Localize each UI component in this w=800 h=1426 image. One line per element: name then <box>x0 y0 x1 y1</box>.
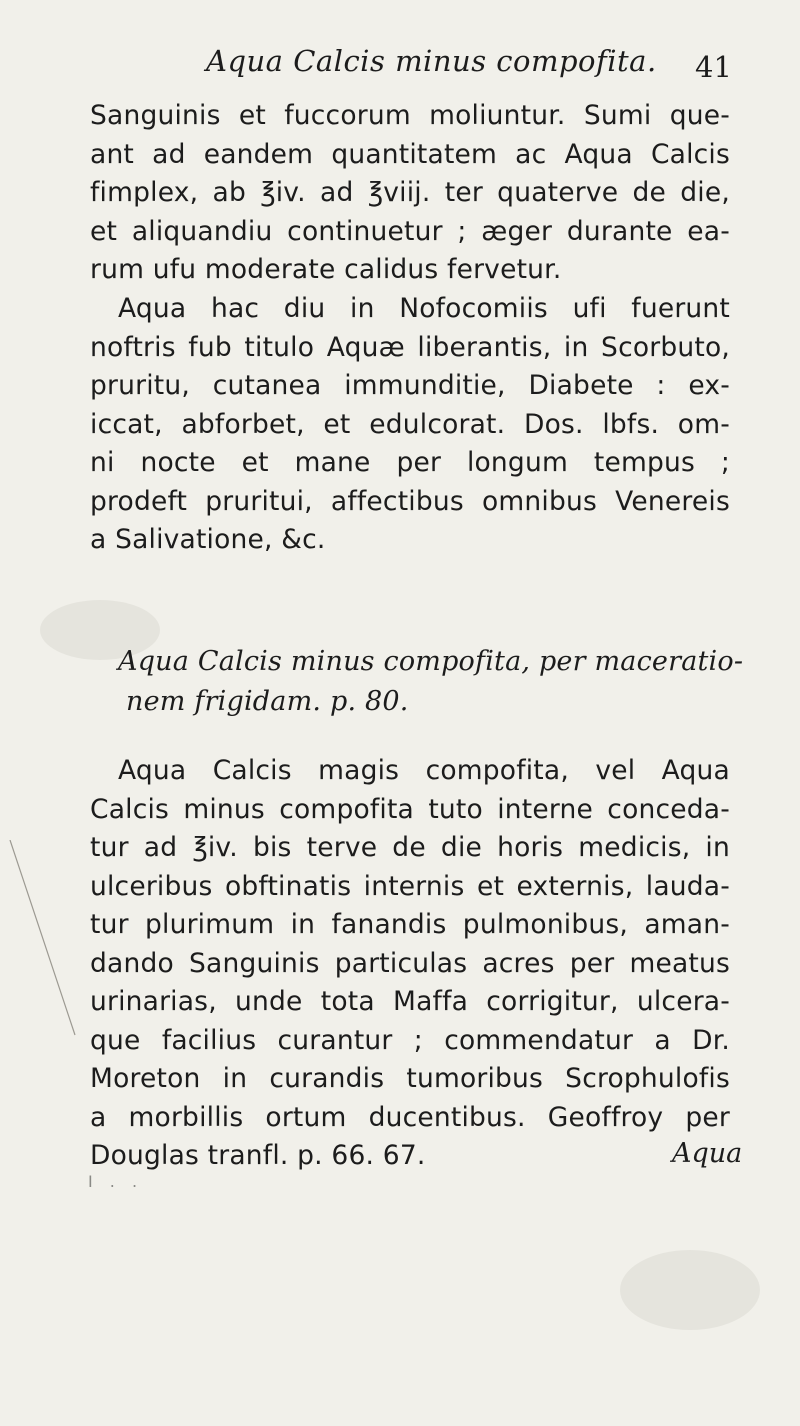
text-line: tur ad ℥iv. bis terve de die horis medicis, in <box>90 832 730 863</box>
text-line: Calcis minus compofita tuto interne conceda- <box>90 793 730 825</box>
paragraph-1 <box>90 97 730 290</box>
paragraph-2 <box>90 290 730 560</box>
text-line: dando Sanguinis particulas acres per meatus <box>90 947 730 979</box>
page-header <box>0 44 800 94</box>
text-line: tur plurimum in fanandis pulmonibus, aman- <box>90 909 730 940</box>
text-line: Douglas tranfl. p. 66. 67. <box>90 1140 426 1171</box>
text-line: urinarias, unde tota Maffa corrigitur, ulcera- <box>90 986 730 1017</box>
catchword: Aqua <box>672 1138 743 1169</box>
subheading-line: nem frigidam. p. 80. <box>126 686 409 717</box>
text-line: iccat, abforbet, et edulcorat. Dos. lbfs. om- <box>90 408 730 440</box>
text-line: prodeft pruritui, affectibus omnibus Venereis <box>90 485 730 517</box>
text-line: noftris fub titulo Aquæ liberantis, in Scorbuto, <box>90 331 730 363</box>
subheading-line: Aqua Calcis minus compofita, per maceratio- <box>118 646 744 677</box>
paper-fold-mark <box>0 840 80 1040</box>
text-line: a Salivatione, &c. <box>90 524 326 555</box>
text-line: Sanguinis et fuccorum moliuntur. Sumi que- <box>90 100 730 131</box>
text-line: a morbillis ortum ducentibus. Geoffroy per <box>90 1101 730 1133</box>
running-title: Aqua Calcis minus compofita. <box>206 44 657 78</box>
paper-stain <box>620 1250 760 1330</box>
text-line: Moreton in curandis tumoribus Scrophulofis <box>90 1063 730 1094</box>
page-number: 41 <box>695 50 732 84</box>
section-subheading <box>118 642 744 722</box>
paragraph-3 <box>90 752 730 1176</box>
text-line: et aliquandiu continuetur ; æger durante ea- <box>90 215 730 247</box>
text-line: Aqua Calcis magis compofita, vel Aqua <box>118 755 730 786</box>
text-line: ant ad eandem quantitatem ac Aqua Calcis <box>90 138 730 170</box>
text-line: ni nocte et mane per longum tempus ; <box>90 447 730 478</box>
signature-marks: I . . <box>88 1172 144 1191</box>
text-line: rum ufu moderate calidus fervetur. <box>90 254 562 285</box>
text-line: ulceribus obftinatis internis et externis, lauda- <box>90 870 730 902</box>
text-line: fimplex, ab ℥iv. ad ℥viij. ter quaterve de die, <box>90 177 730 208</box>
text-line: Aqua hac diu in Nofocomiis ufi fuerunt <box>118 293 730 324</box>
text-line: pruritu, cutanea immunditie, Diabete : ex- <box>90 370 730 401</box>
text-line: que facilius curantur ; commendatur a Dr. <box>90 1024 730 1056</box>
